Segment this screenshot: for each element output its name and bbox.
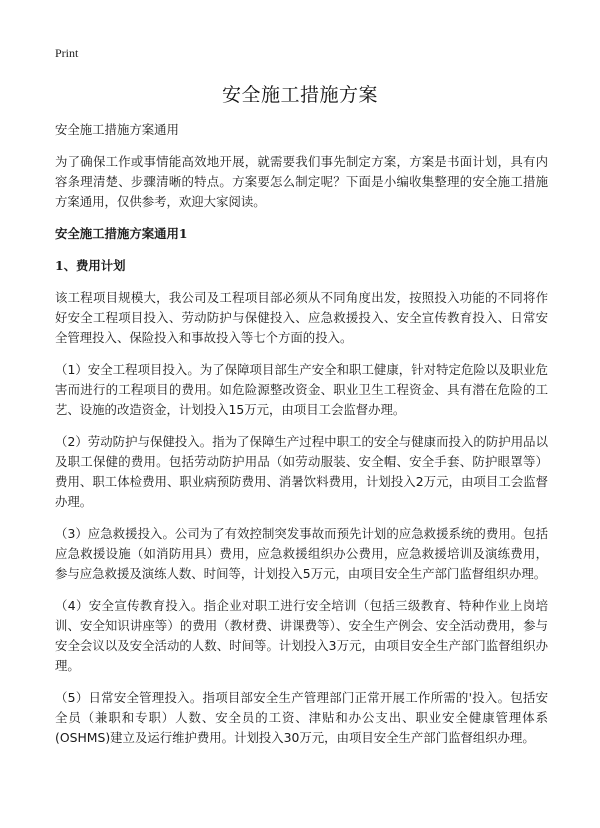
list-item: （3）应急救援投入。公司为了有效控制突发事故而预先计划的应急救援系统的费用。包括应急救援设施（如消防用具）费用，应急救援组织办公费用，应急救援培训及演练费用，参与应急救援及演练人数、时间等，计划投入5万元，由项目安全生产部门监督组织办理。: [55, 526, 548, 581]
list-item: （1）安全工程项目投入。为了保障项目部生产安全和职工健康，针对特定危险以及职业危害而进行的工程项目的费用。如危险源整改资金、职业卫生工程资金、具有潜在危险的工艺、设施的改造资金，计划投入15万元，由项目工会监督办理。: [55, 362, 548, 417]
document-subtitle: 安全施工措施方案通用: [55, 122, 179, 137]
list-item: （5）日常安全管理投入。指项目部安全生产管理部门正常开展工作所需的'投入。包括安全员（兼职和专职）人数、安全员的工资、津贴和办公支出、职业安全健康管理体系(OSHMS)建立及运行维护费用。计划投入30万元，由项目安全生产部门监督组织办理。: [55, 690, 548, 745]
page-title: 安全施工措施方案: [221, 84, 378, 106]
print-label: Print: [55, 46, 79, 60]
list-item: （4）安全宣传教育投入。指企业对职工进行安全培训（包括三级教育、特种作业上岗培训、安全知识讲座等）的费用（教材费、讲课费等）、安全生产例会、安全活动费用，参与安全会议以及安全活动的人数、时间等。计划投入3万元，由项目安全生产部门监督组织办理。: [55, 598, 548, 673]
overview-paragraph: 该工程项目规模大，我公司及工程项目部必须从不同角度出发，按照投入功能的不同将作好安全工程项目投入、劳动防护与保健投入、应急救援投入、安全宣传教育投入、日常安全管理投入、保险投入和事故投入等七个方面的投入。: [55, 290, 548, 345]
intro-paragraph: 为了确保工作或事情能高效地开展，就需要我们事先制定方案，方案是书面计划，具有内容条理清楚、步骤清晰的特点。方案要怎么制定呢？下面是小编收集整理的安全施工措施方案通用，仅供参考，欢迎大家阅读。: [55, 154, 548, 209]
list-item: （2）劳动防护与保健投入。指为了保障生产过程中职工的安全与健康而投入的防护用品以及职工保健的费用。包括劳动防护用品（如劳动服装、安全帽、安全手套、防护眼罩等）费用、职工体检费用、职业病预防费用、消暑饮料费用，计划投入2万元，由项目工会监督办理。: [55, 434, 548, 509]
subsection-heading: 1、费用计划: [55, 258, 126, 273]
section-heading: 安全施工措施方案通用1: [55, 226, 188, 241]
document-body: [55, 120, 548, 760]
